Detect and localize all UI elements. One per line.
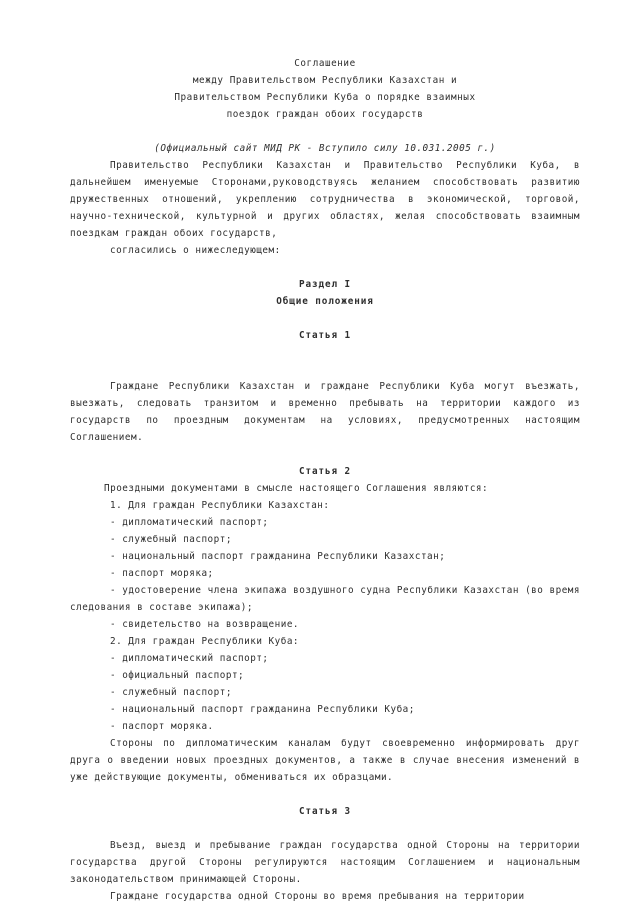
list-item: - дипломатический паспорт;	[110, 653, 269, 664]
list-item: - свидетельство на возвращение.	[110, 619, 300, 630]
spacer	[70, 310, 580, 327]
list-item: - служебный паспорт;	[110, 534, 232, 545]
list-item: - дипломатический паспорт;	[110, 517, 269, 528]
article-3-paragraph-2: Граждане государства одной Стороны во время пребывания на территории	[110, 891, 525, 902]
article-2-closing: Стороны по дипломатическим каналам будут своевременно информировать друг друга о введении новых проездных документов, а также в случае внесения изменений в уже действующие документы, обмениваться их образцами.	[70, 738, 580, 783]
article-2-group-2-label: 2. Для граждан Республики Куба:	[110, 636, 300, 647]
section-name: Общие положения	[276, 296, 374, 307]
article-3-paragraph-1: Въезд, выезд и пребывание граждан государства одной Стороны на территории государства другой Стороны регулируются настоящим Соглашением и национальным законодательством принимающей Стороны.	[70, 840, 580, 885]
spacer	[70, 820, 580, 837]
list-item: - национальный паспорт гражданина Республики Куба;	[110, 704, 415, 715]
spacer	[70, 259, 580, 276]
section-number: Раздел I	[299, 279, 351, 290]
list-item: - национальный паспорт гражданина Республики Казахстан;	[110, 551, 446, 562]
article-2-heading: Статья 2	[299, 466, 351, 477]
article-2-group-1-label: 1. Для граждан Республики Казахстан:	[110, 500, 330, 511]
agreement-line: согласились о нижеследующем:	[110, 245, 281, 256]
article-1-heading: Статья 1	[299, 330, 351, 341]
source-note: (Официальный сайт МИД РК - Вступило силу 10.031.2005 г.)	[154, 143, 496, 154]
list-item: - удостоверение члена экипажа воздушного судна Республики Казахстан (во время следования в составе экипажа);	[70, 585, 580, 613]
title-line: Соглашение	[294, 58, 356, 69]
article-1-body: Граждане Республики Казахстан и граждане Республики Куба могут въезжать, выезжать, следовать транзитом и временно пребывать на территории каждого из государств по проездным документам на условиях, предусмотренных настоящим Соглашением.	[70, 381, 580, 443]
document-title	[70, 55, 580, 123]
spacer	[70, 446, 580, 463]
spacer	[70, 344, 580, 378]
title-line: Правительством Республики Куба о порядке взаимных	[174, 92, 476, 103]
list-item: - паспорт моряка.	[110, 721, 214, 732]
list-item: - паспорт моряка;	[110, 568, 214, 579]
spacer	[70, 786, 580, 803]
list-item: - официальный паспорт;	[110, 670, 245, 681]
article-2-intro: Проездными документами в смысле настоящего Соглашения являются:	[104, 483, 489, 494]
list-item: - служебный паспорт;	[110, 687, 232, 698]
article-3-heading: Статья 3	[299, 806, 351, 817]
title-line: между Правительством Республики Казахстан и	[192, 75, 458, 86]
title-line: поездок граждан обоих государств	[226, 109, 424, 120]
preamble-paragraph: Правительство Республики Казахстан и Правительство Республики Куба, в дальнейшем именуемые Сторонами,руководствуясь желанием способствовать развитию дружественных отношений, укреплению сотрудничества в экономической, торговой, научно-технической, культурной и других областях, желая способствовать взаимным поездкам граждан обоих государств,	[70, 160, 580, 239]
